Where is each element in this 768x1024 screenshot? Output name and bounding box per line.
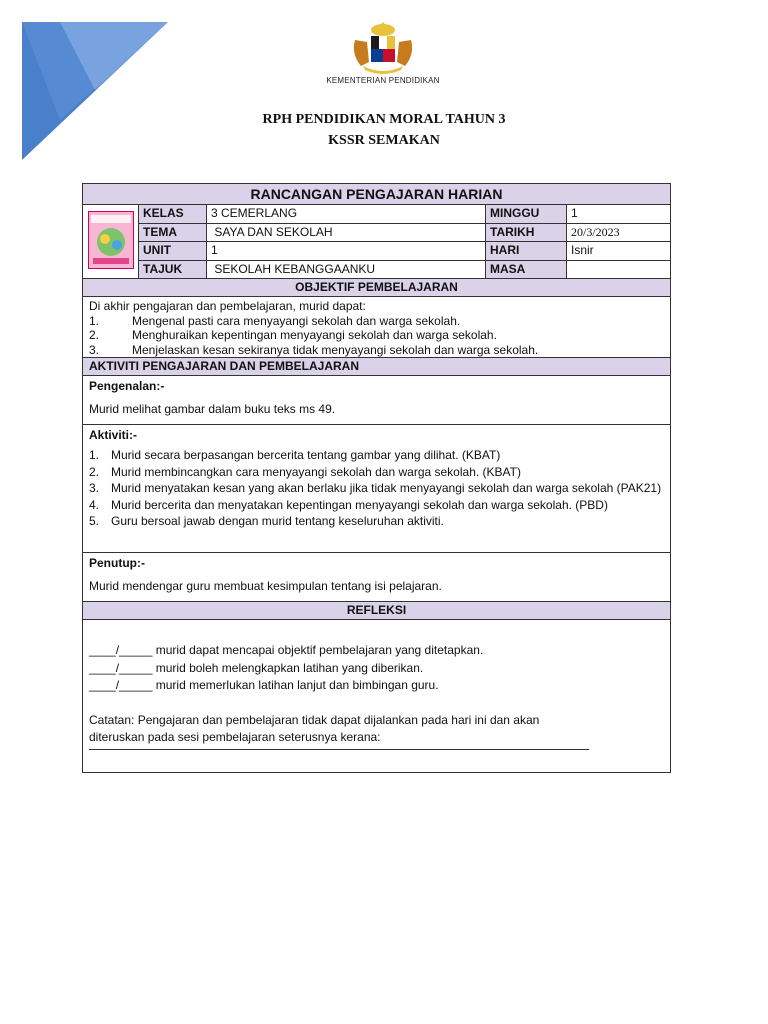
activity-item <box>89 480 664 497</box>
activity-item <box>89 497 664 514</box>
masa-label: MASA <box>486 261 567 279</box>
document-subtitle: KSSR SEMAKAN <box>328 133 440 148</box>
tema-label: TEMA <box>139 224 207 242</box>
textbook-image <box>88 211 134 269</box>
note-blank-line <box>89 749 589 750</box>
introduction-text: Murid melihat gambar dalam buku teks ms 49. <box>89 402 336 416</box>
objective-text: Mengenal pasti cara menyayangi sekolah dan warga sekolah. <box>132 313 461 328</box>
activity-header: AKTIVITI PENGAJARAN DAN PEMBELAJARAN <box>83 358 670 376</box>
activities-section <box>83 425 670 553</box>
activity-item <box>89 447 664 464</box>
reflection-header: REFLEKSI <box>83 602 670 620</box>
masa-value <box>567 261 670 279</box>
objective-number: 2. <box>89 328 100 342</box>
activity-number: 2. <box>89 464 100 479</box>
lesson-plan-form <box>82 183 671 773</box>
textbook-cover <box>83 205 139 278</box>
hari-label: HARI <box>486 242 567 260</box>
objective-header: OBJEKTIF PEMBELAJARAN <box>83 279 670 297</box>
row-tema <box>139 224 670 243</box>
objective-number: 3. <box>89 342 100 357</box>
minggu-label: MINGGU <box>486 205 567 223</box>
introduction-title: Pengenalan:- <box>89 379 165 393</box>
unit-value: 1 <box>207 242 486 260</box>
objective-item <box>89 343 664 358</box>
activity-text: Murid menyatakan kesan yang akan berlaku jika tidak menyayangi sekolah dan warga sekolah (PAK21) <box>111 481 662 495</box>
activity-text: Guru bersoal jawab dengan murid tentang keseluruhan aktiviti. <box>111 514 444 528</box>
activity-number: 3. <box>89 481 100 495</box>
activity-item <box>89 464 664 481</box>
row-kelas <box>139 205 670 224</box>
activity-text: Murid membincangkan cara menyayangi sekolah dan warga sekolah. (KBAT) <box>111 464 521 479</box>
document-title: RPH PENDIDIKAN MORAL TAHUN 3 <box>262 112 506 127</box>
objective-text: Menjelaskan kesan sekiranya tidak menyayangi sekolah dan warga sekolah. <box>132 342 539 357</box>
coat-of-arms-icon <box>341 20 425 76</box>
activity-text: Murid secara berpasangan bercerita tentang gambar yang dilihat. (KBAT) <box>111 448 501 462</box>
info-table <box>83 205 670 279</box>
activity-number: 4. <box>89 497 100 512</box>
tarikh-label: TARIKH <box>486 224 567 242</box>
row-tajuk <box>139 261 670 279</box>
activities-title: Aktiviti:- <box>89 428 137 442</box>
closing-section <box>83 553 670 602</box>
closing-title: Penutup:- <box>89 556 145 570</box>
reflection-line: ____/_____ murid boleh melengkapkan latihan yang diberikan. <box>89 660 424 675</box>
tajuk-value: SEKOLAH KEBANGGAANKU <box>207 261 486 279</box>
note-line: diteruskan pada sesi pembelajaran seterusnya kerana: <box>89 730 381 744</box>
objective-item <box>89 314 664 329</box>
note-line: Catatan: Pengajaran dan pembelajaran tidak dapat dijalankan pada hari ini dan akan <box>89 712 540 727</box>
textbook-cover-icon <box>89 212 133 268</box>
tarikh-value: 20/3/2023 <box>571 224 620 239</box>
reflection-section <box>83 620 670 772</box>
ministry-logo <box>318 20 448 90</box>
hari-value: Isnir <box>571 243 594 257</box>
objectives-section <box>83 297 670 358</box>
tema-value: SAYA DAN SEKOLAH <box>207 224 486 242</box>
tajuk-label: TAJUK <box>139 261 207 279</box>
activity-item <box>89 513 664 530</box>
objective-text: Menghuraikan kepentingan menyayangi sekolah dan warga sekolah. <box>132 328 497 342</box>
activity-text: Murid bercerita dan menyatakan kepentingan menyayangi sekolah dan warga sekolah. (PBD) <box>111 497 608 512</box>
objective-number: 1. <box>89 313 100 328</box>
kelas-label: KELAS <box>139 205 207 223</box>
activity-number: 1. <box>89 448 100 462</box>
reflection-line: ____/_____ murid dapat mencapai objektif pembelajaran yang ditetapkan. <box>89 643 484 657</box>
closing-text: Murid mendengar guru membuat kesimpulan tentang isi pelajaran. <box>89 579 442 593</box>
row-unit <box>139 242 670 261</box>
reflection-line: ____/_____ murid memerlukan latihan lanjut dan bimbingan guru. <box>89 678 439 692</box>
minggu-value: 1 <box>571 206 578 220</box>
activities-list <box>89 447 664 530</box>
form-title: RANCANGAN PENGAJARAN HARIAN <box>83 184 670 205</box>
ministry-name: KEMENTERIAN PENDIDIKAN <box>326 76 440 85</box>
objective-item <box>89 328 664 343</box>
introduction-section <box>83 376 670 425</box>
activity-number: 5. <box>89 514 100 528</box>
unit-label: UNIT <box>139 242 207 260</box>
kelas-value: 3 CEMERLANG <box>207 205 486 223</box>
objective-intro: Di akhir pengajaran dan pembelajaran, murid dapat: <box>89 299 366 313</box>
